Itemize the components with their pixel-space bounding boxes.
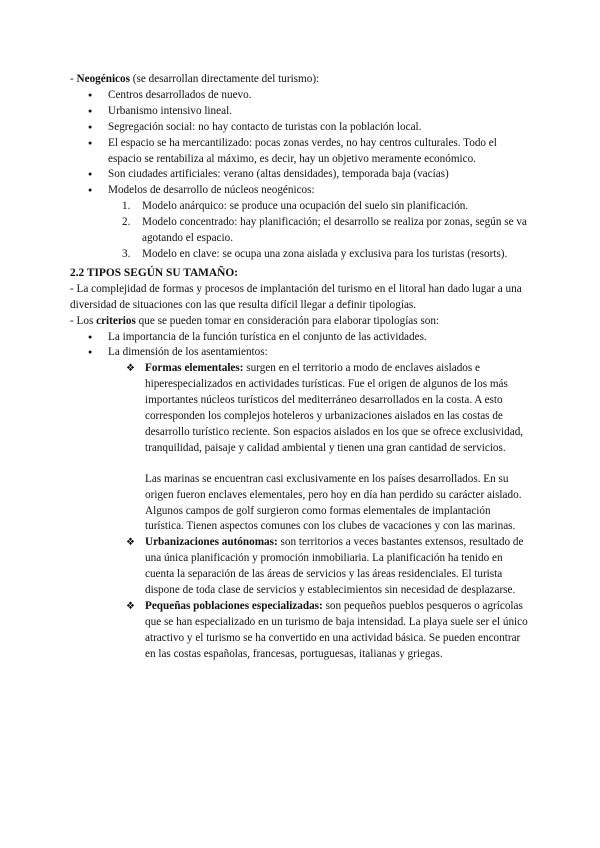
list-item-text: Modelo anárquico: se produce una ocupación del suelo sin planificación. — [142, 200, 469, 213]
diamond-bullet-icon: ❖ — [126, 601, 135, 612]
type-label: Pequeñas poblaciones especializadas: — [145, 600, 323, 612]
list-item: ● Centros desarrollados de nuevo. — [70, 88, 530, 104]
list-item: ● Segregación social: no hay contacto de turistas con la población local. — [70, 120, 530, 136]
list-item: ● Son ciudades artificiales: verano (altas densidades), temporada baja (vacías) — [70, 167, 530, 183]
list-item: ● Urbanismo intensivo lineal. — [70, 104, 530, 120]
type-text: son territorios a veces bastantes extensos, resultado de una única planificación y promoción inmobiliaria. La planificación ha tenido en cuenta la separación de las áreas de servicios y las áreas residenciales. El turista dispone de toda clase de servicios y establecimientos sin necesidad de desplazarse. — [145, 536, 524, 597]
list-item: ● El espacio se ha mercantilizado: pocas zonas verdes, no hay centros culturales. Todo el espacio se rentabiliza al máximo, es decir, hay un objetivo meramente económico. — [70, 136, 530, 168]
list-item — [122, 199, 530, 215]
diamond-bullet-icon: ❖ — [126, 363, 135, 375]
criteria-text: que se pueden tomar en consideración para elaborar tipologías son: — [135, 314, 440, 327]
neogenicos-intro — [70, 72, 530, 88]
type-label: Urbanizaciones autónomas: — [145, 536, 278, 549]
list-number: 1. — [122, 200, 131, 213]
neogenicos-intro-text: (se desarrollan directamente del turismo): — [129, 73, 320, 85]
list-item — [122, 247, 530, 263]
diamond-bullet-icon: ❖ — [126, 537, 135, 549]
type-extra-paragraph: Las marinas se encuentran casi exclusivamente en los países desarrollados. En su origen fueron enclaves elementales, pero hoy en día han perdido su carácter aislado. Algunos campos de golf surgieron como formas elementales de implantación turística. Tienen aspectos comunes con los clubes de vacaciones y con las marinas. — [145, 472, 522, 533]
list-number: 3. — [122, 247, 131, 260]
criteria-bold: criterios — [96, 314, 136, 327]
type-label: Formas elementales: — [145, 362, 244, 375]
settlement-types-list — [70, 361, 530, 662]
criteria-prefix: - Los — [70, 314, 97, 327]
models-numbered-list — [122, 199, 530, 263]
intro-dash: - — [70, 73, 77, 85]
list-item: ● La importancia de la función turística en el conjunto de las actividades. — [70, 330, 530, 346]
type-text: surgen en el territorio a modo de enclaves aislados e hiperespecializados en actividades turísticas. Fue el origen de algunos de los más importantes núcleos turísticos del mediterráneo desarrollados en la costa. A esto corresponden los complejos hoteleros y urbanizaciones aislados en las costas de desarrollo turístico reciente. Son espacios aislados en los que se ofrece exclusividad, tranquilidad, paisaje y calidad ambiental y tienen una gran cantidad de servicios. — [145, 362, 524, 454]
list-item-text: Modelo en clave: se ocupa una zona aislada y exclusiva para los turistas (resorts). — [142, 247, 508, 260]
list-number: 2. — [122, 216, 131, 229]
list-item — [122, 215, 530, 247]
list-item — [70, 599, 530, 663]
section-intro-paragraph: - La complejidad de formas y procesos de implantación del turismo en el litoral han dado lugar a una diversidad de situaciones con las que resulta difícil llegar a definir tipologías. — [70, 282, 522, 311]
neogenicos-label: Neogénicos — [76, 73, 130, 85]
list-item — [70, 183, 530, 263]
models-heading: Modelos de desarrollo de núcleos neogénicos: — [108, 184, 315, 197]
list-item: ● La dimensión de los asentamientos: — [70, 345, 530, 361]
neogenicos-bullet-list — [70, 88, 530, 263]
section-heading: 2.2 TIPOS SEGÚN SU TAMAÑO: — [70, 266, 239, 279]
list-item — [70, 361, 530, 535]
list-item — [70, 535, 530, 599]
criteria-paragraph — [70, 314, 530, 330]
type-text: son pequeños pueblos pesqueros o agrícolas que se han especializado en un turismo de baja intensidad. La playa suele ser el único atractivo y el turismo se ha convertido en una actividad básica. Se pueden encontrar en las costas españolas, francesas, portuguesas, italianas y griegas. — [145, 600, 528, 660]
list-item-text: Modelo concentrado: hay planificación; el desarrollo se realiza por zonas, según se va agotando el espacio. — [142, 216, 527, 245]
criteria-bullet-list — [70, 330, 530, 362]
